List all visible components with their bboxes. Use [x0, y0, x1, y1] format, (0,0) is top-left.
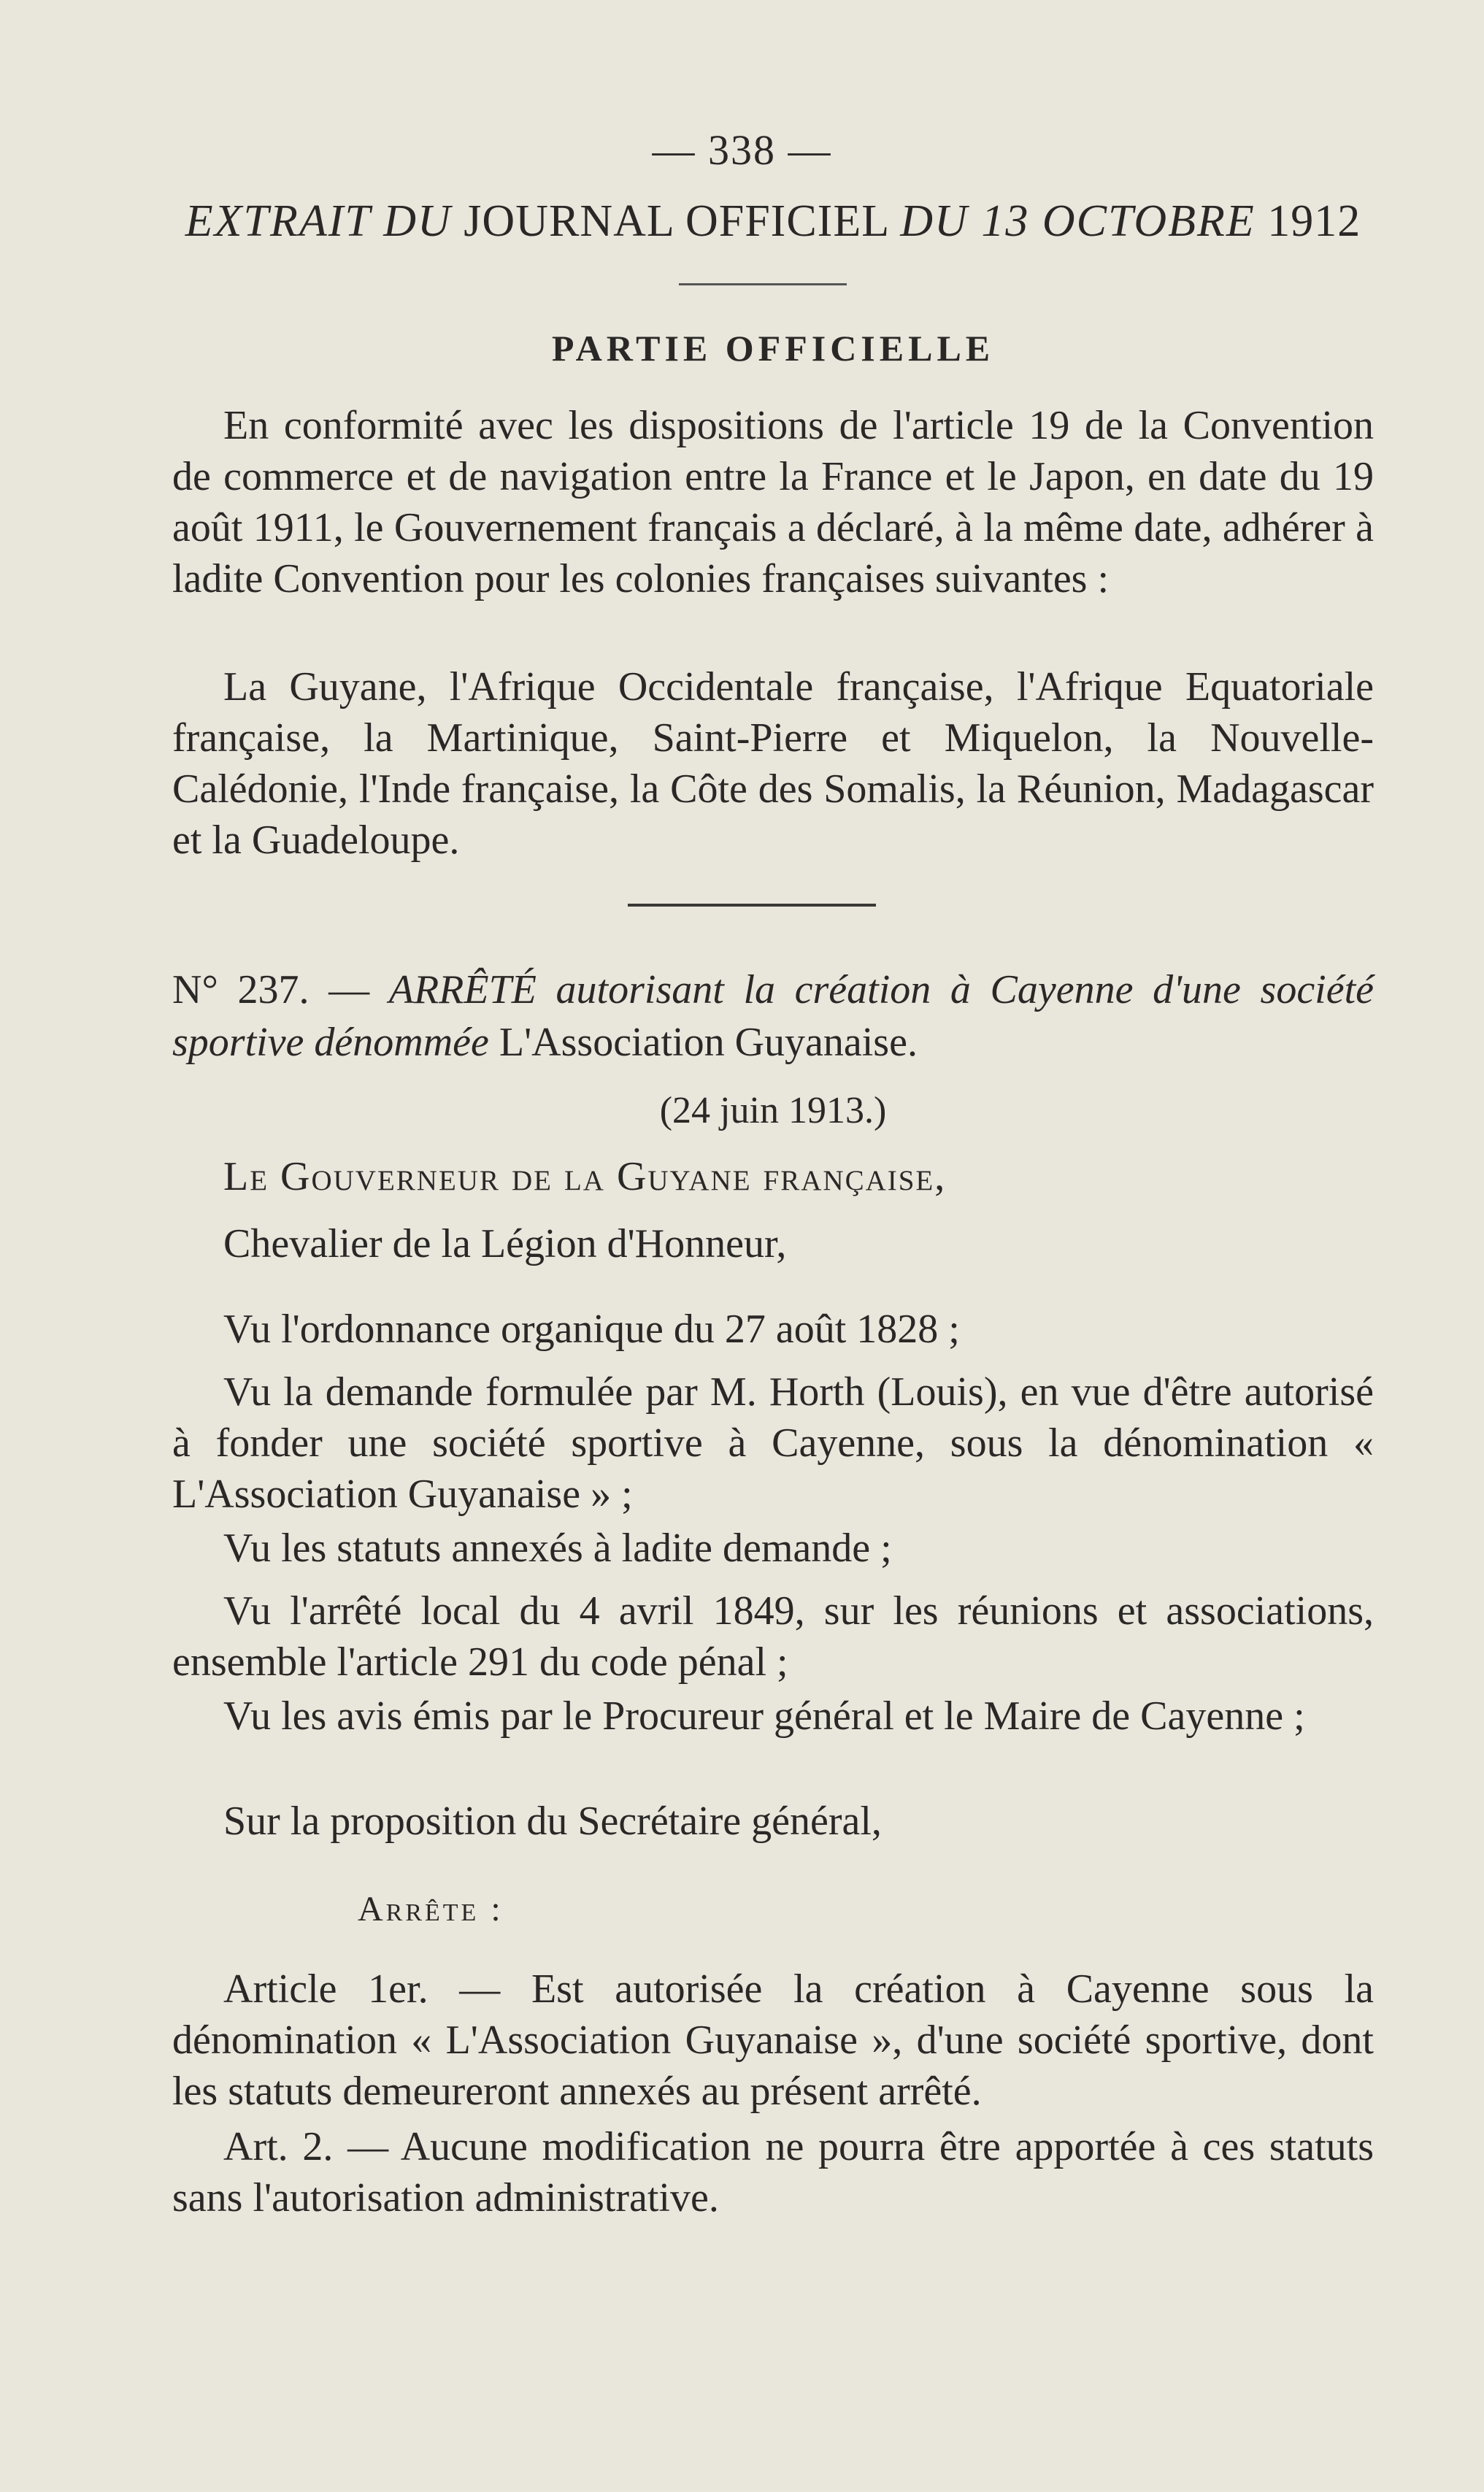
section-title: PARTIE OFFICIELLE	[551, 328, 995, 369]
heading-italic-right: DU 13 OCTOBRE	[900, 196, 1256, 246]
vu-avis: Vu les avis émis par le Procureur général et le Maire de Cayenne ;	[223, 1693, 1305, 1739]
heading-divider	[679, 283, 847, 285]
heading-roman: JOURNAL OFFICIEL	[464, 196, 888, 246]
vu-arrete-local: Vu l'arrêté local du 4 avril 1849, sur les réunions et associations, ensemble l'article 291 du code pénal ;	[172, 1588, 1374, 1685]
article-1: Article 1er. — Est autorisée la création à Cayenne sous la dénomination « L'Association Guyanaise », d'une société sportive, dont les statuts demeureront annexés au présent arrêté.	[172, 1966, 1374, 2114]
section-divider	[628, 904, 876, 907]
paragraph-convention: En conformité avec les dispositions de l'article 19 de la Convention de commerce et de navigation entre la France et le Japon, en date du 19 août 1911, le Gouvernement français a déclaré, à la même date, adhérer à ladite Convention pour les colonies françaises suivantes :	[172, 403, 1374, 601]
arrete-word: Arrête :	[358, 1890, 504, 1928]
chevalier-line: Chevalier de la Légion d'Honneur,	[223, 1221, 787, 1266]
gouverneur-line: Le Gouverneur de la Guyane française,	[223, 1154, 947, 1199]
paragraph-colonies: La Guyane, l'Afrique Occidentale française, l'Afrique Equatoriale française, la Martinique, Saint-Pierre et Miquelon, la Nouvelle-Calédonie, l'Inde française, la Côte des Somalis, la Réunion, Madagascar et la Guadeloupe.	[172, 664, 1374, 863]
arrete-title-roman: L'Association Guyanaise.	[499, 1020, 918, 1065]
heading-year: 1912	[1267, 196, 1361, 246]
vu-ordonnance: Vu l'ordonnance organique du 27 août 1828 ;	[223, 1307, 960, 1352]
arrete-number: N° 237. —	[172, 967, 370, 1012]
vu-statuts: Vu les statuts annexés à ladite demande ;	[223, 1526, 892, 1571]
journal-heading	[172, 196, 1374, 247]
heading-italic-left: EXTRAIT DU	[185, 196, 452, 246]
page-number: — 338 —	[652, 126, 832, 174]
arrete-title-italic: ARRÊTÉ autorisant la création à Cayenne d'une société sportive dénommée	[172, 967, 1375, 1065]
vu-demande: Vu la demande formulée par M. Horth (Louis), en vue d'être autorisé à fonder une société sportive à Cayenne, sous la dénomination « L'Association Guyanaise » ;	[172, 1369, 1374, 1517]
arrete-date: (24 juin 1913.)	[659, 1090, 887, 1131]
sur-proposition: Sur la proposition du Secrétaire général,	[223, 1799, 882, 1844]
arrete-title	[172, 964, 1374, 1069]
article-2: Art. 2. — Aucune modification ne pourra être apportée à ces statuts sans l'autorisation administrative.	[172, 2124, 1374, 2220]
